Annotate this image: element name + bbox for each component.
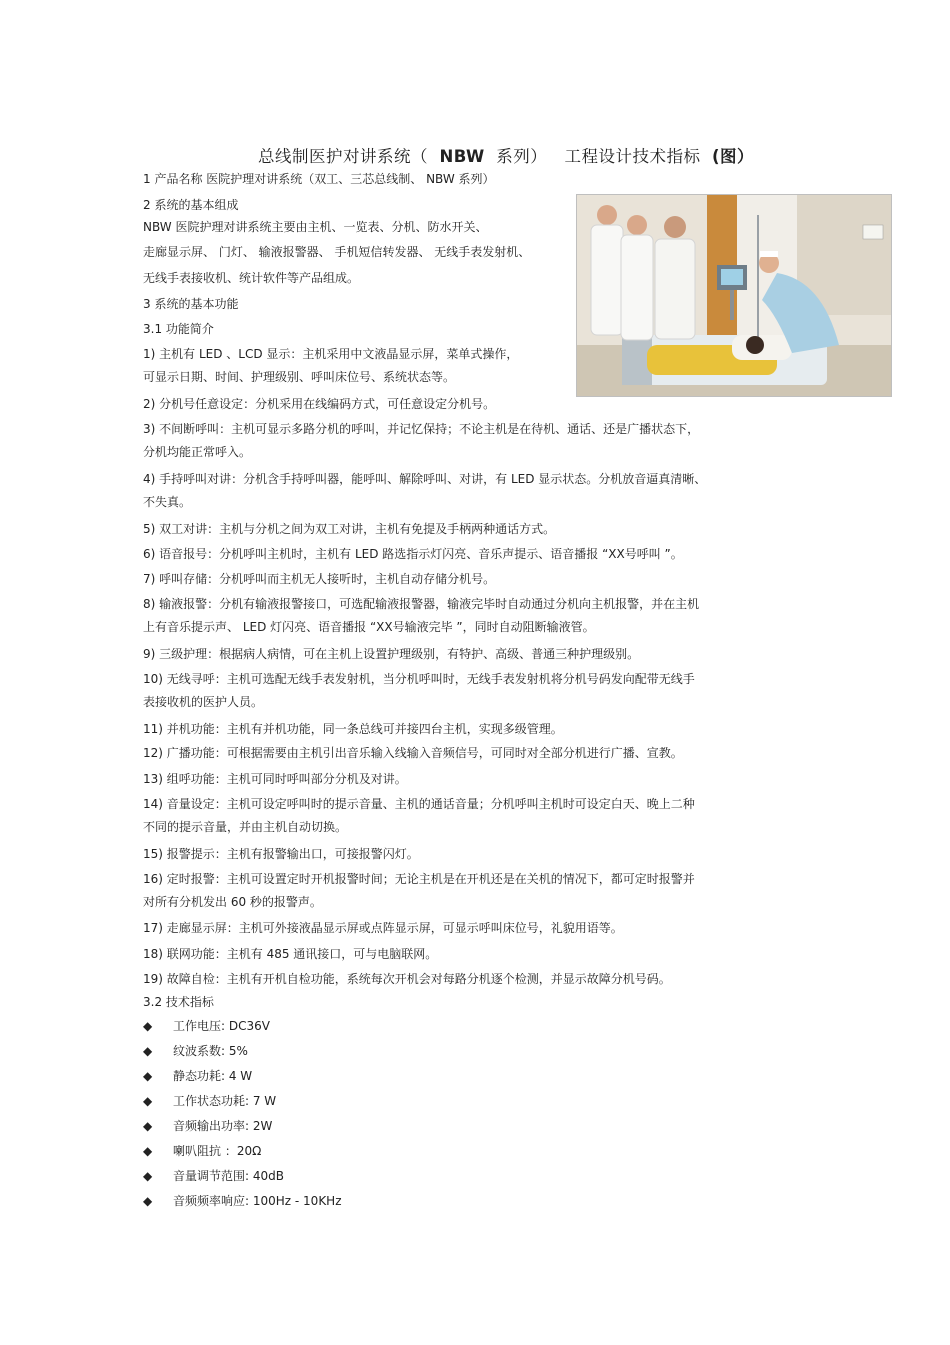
section-heading: 3.2 技术指标 xyxy=(143,995,214,1009)
text-line: 8) 输液报警：分机有输液报警接口，可选配输液报警器，输液完毕时自动通过分机向主机报警，并在主机 xyxy=(143,597,700,611)
title-part-5: (图） xyxy=(711,147,754,166)
spec-text: 静态功耗: 4 W xyxy=(173,1069,253,1083)
bullet-diamond-icon: ◆ xyxy=(143,1044,153,1058)
spec-item xyxy=(143,1169,284,1184)
document-title xyxy=(0,143,950,167)
bullet-diamond-icon: ◆ xyxy=(143,1069,153,1083)
spec-text: 音频输出功率: 2W xyxy=(173,1119,273,1133)
text-line: 3) 不间断呼叫：主机可显示多路分机的呼叫，并记忆保持；不论主机是在待机、通话、还是广播状态下， xyxy=(143,422,700,436)
text-line: 12) 广播功能：可根据需要由主机引出音乐输入线输入音频信号，可同时对全部分机进行广播、宣教。 xyxy=(143,746,683,760)
text-line: 走廊显示屏、 门灯、 输液报警器、 手机短信转发器、 无线手表发射机、 xyxy=(143,245,531,259)
text-line: 分机均能正常呼入。 xyxy=(143,445,252,459)
spec-text: 音频频率响应: 100Hz - 10KHz xyxy=(173,1194,342,1208)
ward-scene-illustration xyxy=(577,195,891,396)
hospital-ward-photo xyxy=(576,194,892,397)
text-line: 1 产品名称 医院护理对讲系统（双工、三芯总线制、 NBW 系列） xyxy=(143,172,495,186)
text-line: 14) 音量设定：主机可设定呼叫时的提示音量、主机的通话音量；分机呼叫主机时可设定白天、晚上二种 xyxy=(143,797,695,811)
text-line: NBW 医院护理对讲系统主要由主机、一览表、分机、防水开关、 xyxy=(143,220,488,234)
spec-item xyxy=(143,1119,272,1134)
section-heading: 3 系统的基本功能 xyxy=(143,297,239,311)
title-part-1: 总线制医护对讲系统（ xyxy=(258,147,428,166)
spec-item xyxy=(143,1069,252,1084)
text-line: 17) 走廊显示屏：主机可外接液晶显示屏或点阵显示屏，可显示呼叫床位号，礼貌用语等。 xyxy=(143,921,623,935)
spec-text: 喇叭阻抗 ：20Ω xyxy=(173,1144,262,1158)
text-line: 不失真。 xyxy=(143,495,192,509)
bullet-diamond-icon: ◆ xyxy=(143,1144,153,1158)
spec-text: 纹波系数: 5% xyxy=(173,1044,248,1058)
text-line: 4) 手持呼叫对讲：分机含手持呼叫器，能呼叫、解除呼叫、对讲，有 LED 显示状态。分机放音逼真清晰、 xyxy=(143,472,707,486)
text-line: 13) 组呼功能：主机可同时呼叫部分分机及对讲。 xyxy=(143,772,407,786)
text-line: 对所有分机发出 60 秒的报警声。 xyxy=(143,895,322,909)
text-line: 6) 语音报号：分机呼叫主机时，主机有 LED 路选指示灯闪亮、音乐声提示、语音播报 “XX号呼叫 ”。 xyxy=(143,547,683,561)
section-heading: 3.1 功能简介 xyxy=(143,322,214,336)
text-line: 9) 三级护理：根据病人病情，可在主机上设置护理级别，有特护、高级、普通三种护理级别。 xyxy=(143,647,640,661)
title-part-3: 系列） xyxy=(496,147,548,166)
spec-text: 音量调节范围: 40dB xyxy=(173,1169,284,1183)
spec-item xyxy=(143,1094,276,1109)
text-line: 上有音乐提示声、 LED 灯闪亮、语音播报 “XX号输液完毕 ”，同时自动阻断输液管。 xyxy=(143,620,595,634)
bullet-diamond-icon: ◆ xyxy=(143,1194,153,1208)
text-line: 2) 分机号任意设定：分机采用在线编码方式，可任意设定分机号。 xyxy=(143,397,496,411)
text-line: 11) 并机功能：主机有并机功能，同一条总线可并接四台主机，实现多级管理。 xyxy=(143,722,563,736)
text-line: 表接收机的医护人员。 xyxy=(143,695,264,709)
text-line: 15) 报警提示：主机有报警输出口，可接报警闪灯。 xyxy=(143,847,419,861)
spec-item xyxy=(143,1194,342,1209)
spec-item xyxy=(143,1019,270,1034)
spec-text: 工作电压: DC36V xyxy=(173,1019,270,1033)
text-line: 不同的提示音量，并由主机自动切换。 xyxy=(143,820,348,834)
text-line: 可显示日期、时间、护理级别、呼叫床位号、系统状态等。 xyxy=(143,370,456,384)
bullet-diamond-icon: ◆ xyxy=(143,1119,153,1133)
spec-item xyxy=(143,1144,261,1159)
text-line: 无线手表接收机、统计软件等产品组成。 xyxy=(143,271,360,285)
section-heading: 2 系统的基本组成 xyxy=(143,198,239,212)
text-line: 19) 故障自检：主机有开机自检功能，系统每次开机会对每路分机逐个检测，并显示故障分机号码。 xyxy=(143,972,671,986)
text-line: 1) 主机有 LED 、LCD 显示：主机采用中文液晶显示屏，菜单式操作， xyxy=(143,347,519,361)
spec-text: 工作状态功耗: 7 W xyxy=(173,1094,277,1108)
bullet-diamond-icon: ◆ xyxy=(143,1019,153,1033)
title-part-2: NBW xyxy=(439,147,485,166)
bullet-diamond-icon: ◆ xyxy=(143,1094,153,1108)
text-line: 10) 无线寻呼：主机可选配无线手表发射机，当分机呼叫时，无线手表发射机将分机号码发向配带无线手 xyxy=(143,672,695,686)
text-line: 16) 定时报警：主机可设置定时开机报警时间；无论主机是在开机还是在关机的情况下，都可定时报警并 xyxy=(143,872,695,886)
text-line: 5) 双工对讲：主机与分机之间为双工对讲，主机有免提及手柄两种通话方式。 xyxy=(143,522,556,536)
title-part-4: 工程设计技术指标 xyxy=(564,147,701,166)
text-line: 7) 呼叫存储：分机呼叫而主机无人接听时，主机自动存储分机号。 xyxy=(143,572,496,586)
bullet-diamond-icon: ◆ xyxy=(143,1169,153,1183)
text-line: 18) 联网功能：主机有 485 通讯接口，可与电脑联网。 xyxy=(143,947,438,961)
spec-item xyxy=(143,1044,248,1059)
